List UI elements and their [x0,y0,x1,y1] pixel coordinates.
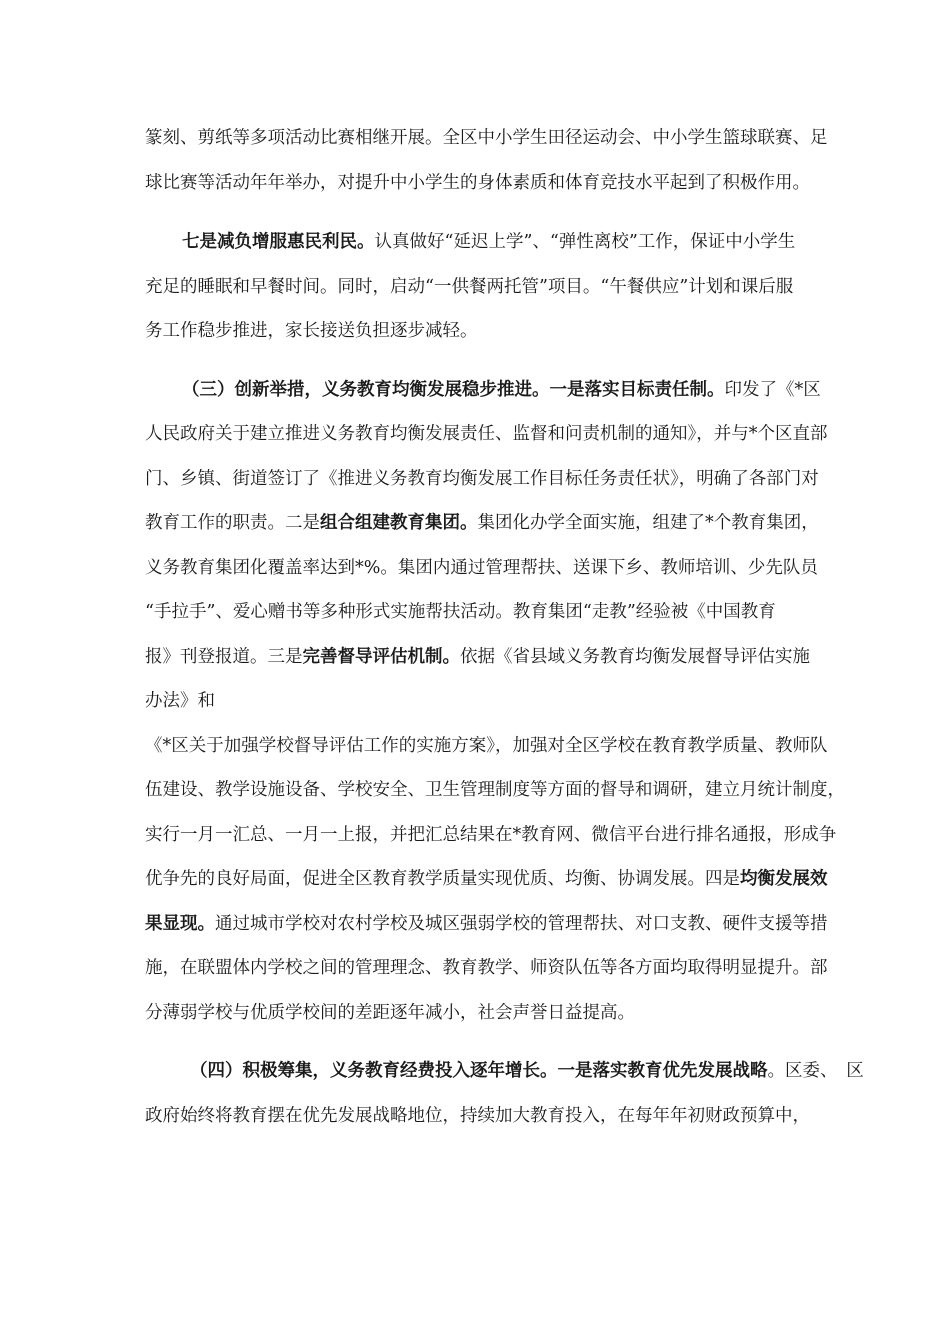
text-run: 认真做好“延迟上学”、“弹性离校”工作，保证中小学生 [374,232,796,252]
section-4-heading-line [190,1058,864,1084]
text-run: 报》刊登报道。三是 [145,647,303,667]
text-run: 充足的睡眠和早餐时间。同时，启动“一供餐两托管”项目。“午餐供应”计划和课后服 [145,277,794,297]
text-line [145,644,815,670]
bold-text-run: 均衡发展效 [740,869,828,889]
text-run: 务工作稳步推进，家长接送负担逐步减轻。 [145,321,478,341]
bold-text-run: 果显现。 [145,914,215,934]
text-run: 依据《省县域义务教育均衡发展督导评估实施 [460,647,810,667]
text-line [145,733,828,759]
text-line [145,688,815,714]
text-line [145,822,837,848]
text-run: 门、乡镇、街道签订了《推进义务教育均衡发展工作目标任务责任状》，明确了各部门对 [145,469,819,489]
text-run: 印发了《*区 [724,380,821,400]
text-line [145,125,828,151]
text-line [145,555,818,581]
text-line [145,955,828,981]
text-line [145,1000,815,1026]
text-run: 通过城市学校对农村学校及城区强弱学校的管理帮扶、对口支教、硬件支援等措 [215,914,828,934]
text-line [145,911,828,937]
text-run: 分薄弱学校与优质学校间的差距逐年减小，社会声誉日益提高。 [145,1003,635,1023]
text-line [145,599,815,625]
text-line [145,510,819,536]
text-run: 。区委、 区 [767,1061,864,1081]
text-run: 实行一月一汇总、一月一上报，并把汇总结果在*教育网、微信平台进行排名通报，形成争 [145,825,837,845]
bold-text-run: （四）积极筹集，义务教育经费投入逐年增长。一是落实教育优先发展战略 [190,1061,768,1081]
text-run: 伍建设、教学设施设备、学校安全、卫生管理制度等方面的督导和调研，建立月统计制度， [145,780,845,800]
text-run: 人民政府关于建立推进义务教育均衡发展责任、监督和问责机制的通知》，并与*个区直部 [145,424,828,444]
text-run: 《*区关于加强学校督导评估工作的实施方案》，加强对全区学校在教育教学质量、教师队 [145,736,828,756]
text-run: 教育工作的职责。二是 [145,513,320,533]
text-line [145,318,815,344]
text-run: 集团化办学全面实施，组建了*个教育集团， [477,513,819,533]
text-run: 政府始终将教育摆在优先发展战略地位，持续加大教育投入，在每年年初财政预算中， [145,1106,810,1126]
text-line [145,170,815,196]
text-run: 义务教育集团化覆盖率达到*%。集团内通过管理帮扶、送课下乡、教师培训、少先队员 [145,558,818,578]
section-3-heading-line [182,377,821,403]
text-line [145,866,828,892]
bold-text-run: （三）创新举措，义务教育均衡发展稳步推进。一是落实目标责任制。 [182,380,725,400]
text-run: 篆刻、剪纸等多项活动比赛相继开展。全区中小学生田径运动会、中小学生篮球联赛、足 [145,128,828,148]
text-line [145,777,845,803]
text-run: “手拉手”、爱心赠书等多种形式实施帮扶活动。教育集团“走教”经验被《中国教育 [145,602,776,622]
text-run: 办法》和 [145,691,215,711]
text-run: 施，在联盟体内学校之间的管理理念、教育教学、师资队伍等各方面均取得明显提升。部 [145,958,828,978]
text-line [145,274,815,300]
text-run: 优争先的良好局面，促进全区教育教学质量实现优质、均衡、协调发展。四是 [145,869,740,889]
bold-text-run: 完善督导评估机制。 [302,647,460,667]
text-run: 球比赛等活动年年举办，对提升中小学生的身体素质和体育竞技水平起到了积极作用。 [145,173,810,193]
paragraph-7-heading-line [182,229,815,255]
text-line [145,1103,815,1129]
bold-text-run: 七是减负增服惠民利民。 [182,232,375,252]
text-line [145,421,828,447]
bold-text-run: 组合组建教育集团。 [320,513,478,533]
text-line [145,466,819,492]
